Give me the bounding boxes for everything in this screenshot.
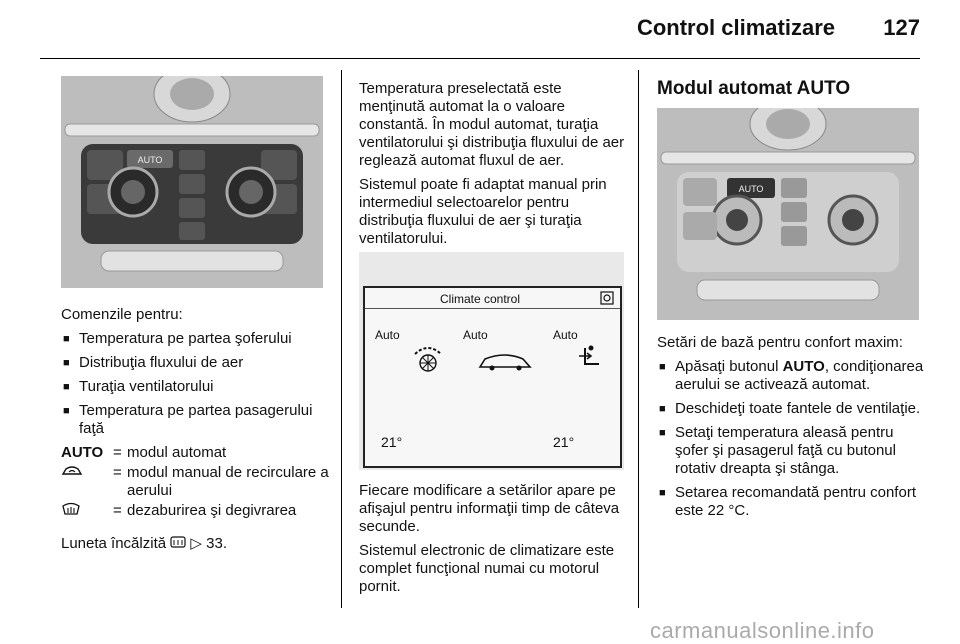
paragraph: Temperatura preselectată este menţinută automat la o valoare constantă. În modul automat, turaţia ventilatorului şi distribuţia fluxului de aer reglează automat fluxul de aer. xyxy=(359,80,625,169)
column-right xyxy=(657,334,925,526)
display-title-divider xyxy=(365,308,620,309)
list-item-text: Apăsaţi butonul xyxy=(675,358,783,375)
paragraph: Fiecare modificare a setărilor apare pe afişajul pentru informaţii timp de câteva secunde. xyxy=(359,482,620,535)
list-item: ■ Setaţi temperatura aleasă pentru şofer şi pasagerul faţă cu butonul rotativ dreapta şi stânga. xyxy=(657,424,925,478)
settings-intro: Setări de bază pentru confort maxim: xyxy=(657,334,903,351)
climate-panel-illustration xyxy=(61,76,323,288)
controls-list xyxy=(61,330,331,438)
paragraph: Sistemul poate fi adaptat manual prin intermediul selectoarelor pentru distribuţia fluxului de aer şi turaţia ventilatorului. xyxy=(359,176,607,247)
left-temperature: 21° xyxy=(381,434,403,450)
center-mode-label: Auto xyxy=(463,328,488,342)
auto-button-name: AUTO xyxy=(782,358,825,375)
list-item xyxy=(657,358,925,394)
definition-separator: = xyxy=(113,444,122,461)
definition-text: modul automat xyxy=(127,444,227,461)
list-item: ■ Deschideţi toate fantele de ventilaţie. xyxy=(657,400,925,418)
auto-button-label: AUTO xyxy=(137,155,163,165)
right-mode-label: Auto xyxy=(553,328,578,342)
page-number: 127 xyxy=(883,15,920,40)
controls-intro: Comenzile pentru: xyxy=(61,306,183,323)
rear-window-note xyxy=(61,535,331,553)
climate-panel-photo-right xyxy=(657,108,919,320)
column-left xyxy=(61,306,331,559)
settings-list xyxy=(657,358,925,520)
column-divider-2 xyxy=(638,70,639,608)
climate-panel-auto-illustration xyxy=(657,108,919,320)
rear-window-text: Luneta încălzită xyxy=(61,535,167,552)
list-item: ■ Temperatura pe partea şoferului xyxy=(61,330,331,348)
car-recirculation-icon xyxy=(477,350,533,377)
definition-separator: = xyxy=(113,502,122,519)
paragraph: Sistemul electronic de climatizare este complet funcţional numai cu motorul pornit. xyxy=(359,542,615,595)
list-item-text: , condiţionarea aerului se activează automat. xyxy=(675,358,924,393)
climate-panel-photo-left xyxy=(61,76,323,288)
definition-text: modul manual de recirculare a aerului xyxy=(127,464,329,499)
page-header-title: Control climatizare xyxy=(636,15,835,40)
column-divider-1 xyxy=(341,70,342,608)
display-screen xyxy=(363,286,622,468)
heated-rear-window-icon xyxy=(170,535,186,552)
column-middle-lower xyxy=(359,482,627,602)
recirculation-car-icon xyxy=(61,464,113,500)
section-heading: Modul automat AUTO xyxy=(657,78,851,99)
list-item: ■ Temperatura pe partea pasagerului faţă xyxy=(61,402,331,438)
list-item: ■ Distribuţia fluxului de aer xyxy=(61,354,331,372)
column-middle xyxy=(359,80,627,254)
fan-speed-icon xyxy=(411,344,445,379)
right-temperature: 21° xyxy=(553,434,575,450)
definition-text: dezaburirea şi degivrarea xyxy=(127,502,297,519)
display-title: Climate control xyxy=(439,292,521,306)
auto-term: AUTO xyxy=(61,444,104,461)
list-item: ■ Turaţia ventilatorului xyxy=(61,378,331,396)
defrost-icon xyxy=(61,502,113,523)
definition-separator: = xyxy=(113,464,122,481)
page-reference[interactable]: 33. xyxy=(206,535,227,552)
info-display-illustration xyxy=(359,252,624,470)
air-distribution-seat-icon xyxy=(577,344,603,377)
header-divider xyxy=(40,58,920,59)
auto-button-label: AUTO xyxy=(738,184,764,194)
column-right-heading xyxy=(657,80,922,98)
symbol-definitions xyxy=(61,444,331,523)
reference-arrow-icon: ▷ xyxy=(190,535,202,552)
watermark: carmanualsonline.info xyxy=(650,618,875,643)
list-item: ■ Setarea recomandată pentru confort este 22 °C. xyxy=(657,484,925,520)
left-mode-label: Auto xyxy=(375,328,400,342)
